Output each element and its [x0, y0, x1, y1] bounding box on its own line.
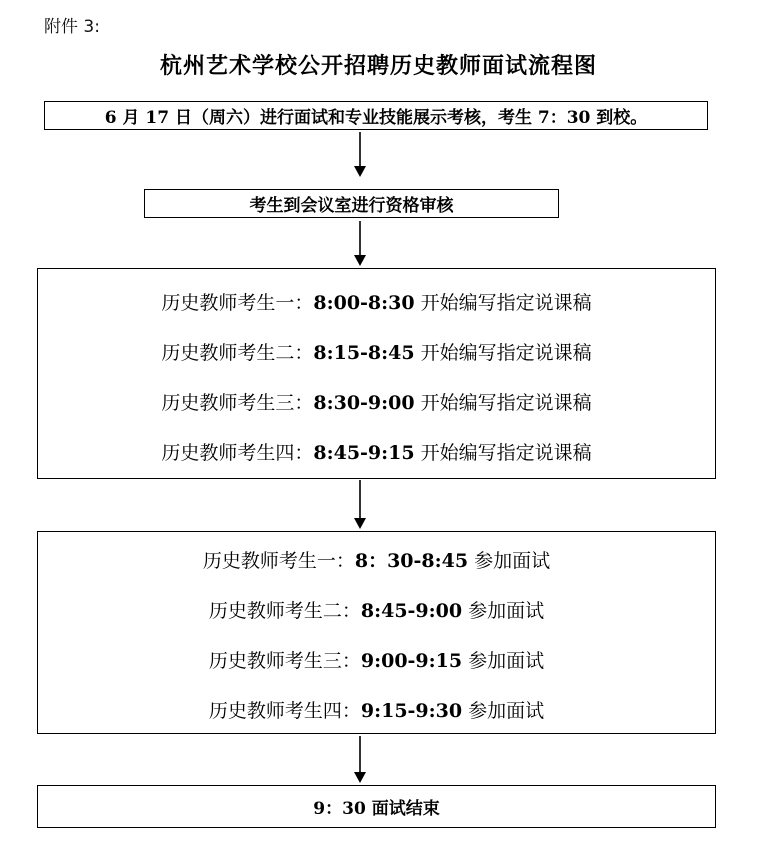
time-range: 8:15-8:45	[313, 342, 415, 364]
activity-text: 参加面试	[462, 650, 545, 672]
activity-text: 开始编写指定说课稿	[414, 392, 592, 414]
candidate-label: 历史教师考生四：	[161, 442, 314, 464]
activity-text: 参加面试	[462, 600, 545, 622]
interview-row	[38, 696, 715, 723]
time-range: 8:45-9:15	[313, 442, 415, 464]
time-range: 8:00-8:30	[313, 292, 415, 314]
time-range: 9:00-9:15	[360, 650, 463, 672]
step-arrival-text: 6 月 17 日（周六）进行面试和专业技能展示考核，考生 7：30 到校。	[104, 108, 648, 128]
candidate-label: 历史教师考生二：	[208, 600, 361, 622]
step-lesson-plan-box	[37, 268, 716, 479]
candidate-label: 历史教师考生一：	[161, 292, 314, 314]
candidate-label: 历史教师考生二：	[161, 342, 314, 364]
activity-text: 开始编写指定说课稿	[414, 342, 592, 364]
step-arrival-box	[44, 101, 708, 130]
arrow-down-1	[353, 132, 367, 178]
activity-text: 开始编写指定说课稿	[414, 292, 592, 314]
arrow-down-3	[353, 480, 367, 530]
candidate-label: 历史教师考生一：	[202, 550, 355, 572]
activity-text: 开始编写指定说课稿	[414, 442, 592, 464]
step-interview-box	[37, 531, 716, 734]
lesson-plan-row	[38, 388, 715, 415]
attachment-label: 附件 3:	[44, 17, 100, 37]
interview-row	[38, 646, 715, 673]
step-qualification-text: 考生到会议室进行资格审核	[249, 196, 454, 216]
activity-text: 参加面试	[462, 700, 545, 722]
candidate-label: 历史教师考生三：	[161, 392, 314, 414]
step-end-box	[37, 785, 716, 828]
page-title: 杭州艺术学校公开招聘历史教师面试流程图	[159, 53, 597, 79]
interview-row	[38, 546, 715, 573]
time-range: 8：30-8:45	[354, 550, 469, 572]
step-qualification-box	[144, 189, 559, 218]
lesson-plan-row	[38, 338, 715, 365]
time-range: 8:30-9:00	[313, 392, 415, 414]
lesson-plan-row	[38, 288, 715, 315]
arrow-down-2	[353, 221, 367, 267]
time-range: 9:15-9:30	[360, 700, 463, 722]
step-end-text: 9：30 面试结束	[313, 799, 440, 819]
interview-row	[38, 596, 715, 623]
candidate-label: 历史教师考生三：	[208, 650, 361, 672]
lesson-plan-row	[38, 438, 715, 465]
time-range: 8:45-9:00	[360, 600, 463, 622]
arrow-down-4	[353, 736, 367, 784]
candidate-label: 历史教师考生四：	[208, 700, 361, 722]
activity-text: 参加面试	[468, 550, 551, 572]
